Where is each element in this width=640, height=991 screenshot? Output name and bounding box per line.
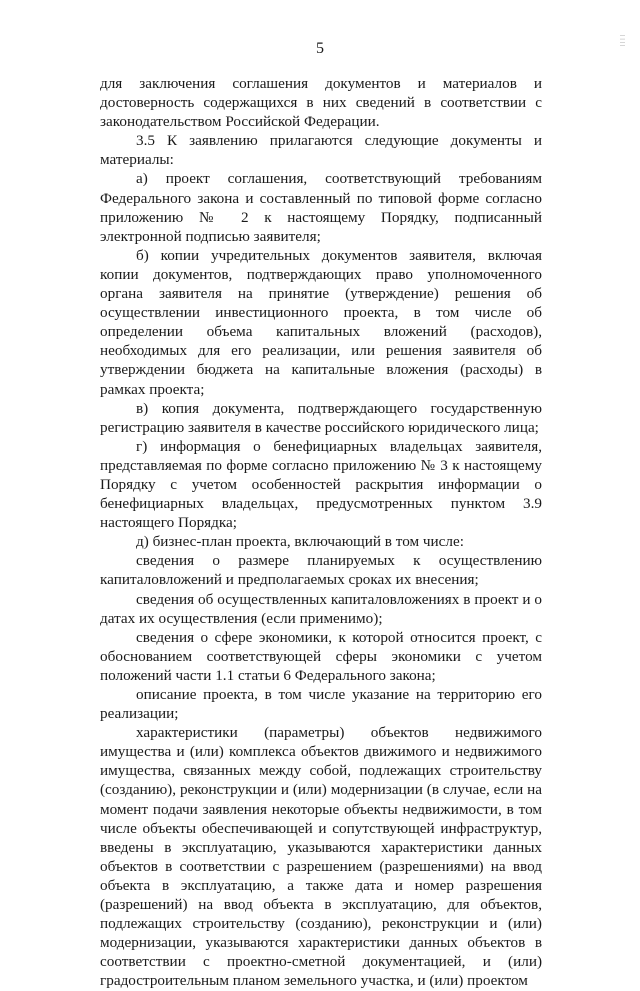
paragraph-section-3-5: 3.5 К заявлению прилагаются следующие документы и материалы: [100, 132, 542, 169]
paragraph-item-d: д) бизнес-план проекта, включающий в том числе: [136, 533, 464, 551]
paragraph-item-d-2: сведения об осуществленных капиталовложениях в проект и о датах их осуществления (если применимо); [100, 590, 542, 627]
page-number: 5 [316, 40, 324, 57]
paragraph-item-d-5: характеристики (параметры) объектов недвижимого имущества и (или) комплекса объектов движимого и недвижимого имущества, связанных между собой, подлежащих строительству (созданию), реконструкции и (или) модернизации (в случае, если на момент подачи заявления некоторые объекты недвижимости, в том числе объекты обеспечивающей и сопутствующей инфраструктур, введены в эксплуатацию, указываются характеристики данных объектов в соответствии с разрешением (разрешениями) на ввод объекта в эксплуатацию, а также дата и номер разрешения (разрешений) на ввод объекта в эксплуатацию, для объектов, подлежащих строительству (созданию), реконструкции и (или) модернизации, указываются характеристики данных объектов в соответствии с проектно-сметной документацией, и (или) градостроительным планом земельного участка, и (или) проектом [100, 724, 542, 990]
paragraph-item-a: а) проект соглашения, соответствующий требованиям Федерального закона и составленный по типовой форме согласно приложению № 2 к настоящему Порядку, подписанный электронной подписью заявителя; [100, 170, 542, 245]
paragraph-item-d-4: описание проекта, в том числе указание на территорию его реализации; [100, 686, 542, 723]
margin-mark: ǀ ǀ ǀ ǀ [619, 35, 627, 46]
document-body [100, 74, 542, 991]
paragraph-item-d-3: сведения о сфере экономики, к которой относится проект, с обоснованием соответствующей сферы экономики с учетом положений части 1.1 статьи 6 Федерального закона; [100, 628, 542, 684]
paragraph-continuation: для заключения соглашения документов и материалов и достоверность содержащихся в них сведений в соответствии с законодательством Российской Федерации. [100, 75, 542, 131]
paragraph-item-v: в) копия документа, подтверждающего государственную регистрацию заявителя в качестве российского юридического лица; [100, 399, 542, 436]
paragraph-item-g: г) информация о бенефициарных владельцах заявителя, представляемая по форме согласно приложению № 3 к настоящему Порядку с учетом особенностей раскрытия информации о бенефициарных владельцах, предусмотренных пунктом 3.9 настоящего Порядка; [100, 437, 542, 532]
paragraph-item-d-1: сведения о размере планируемых к осуществлению капиталовложений и предполагаемых сроках их внесения; [100, 552, 542, 589]
paragraph-item-b: б) копии учредительных документов заявителя, включая копии документов, подтверждающих право уполномоченного органа заявителя на принятие (утверждение) решения об осуществлении инвестиционного проекта, в том числе об определении объема капитальных вложений (расходов), необходимых для его реализации, или решения заявителя об утверждении бюджета на капитальные вложения (расходы) в рамках проекта; [100, 246, 542, 398]
